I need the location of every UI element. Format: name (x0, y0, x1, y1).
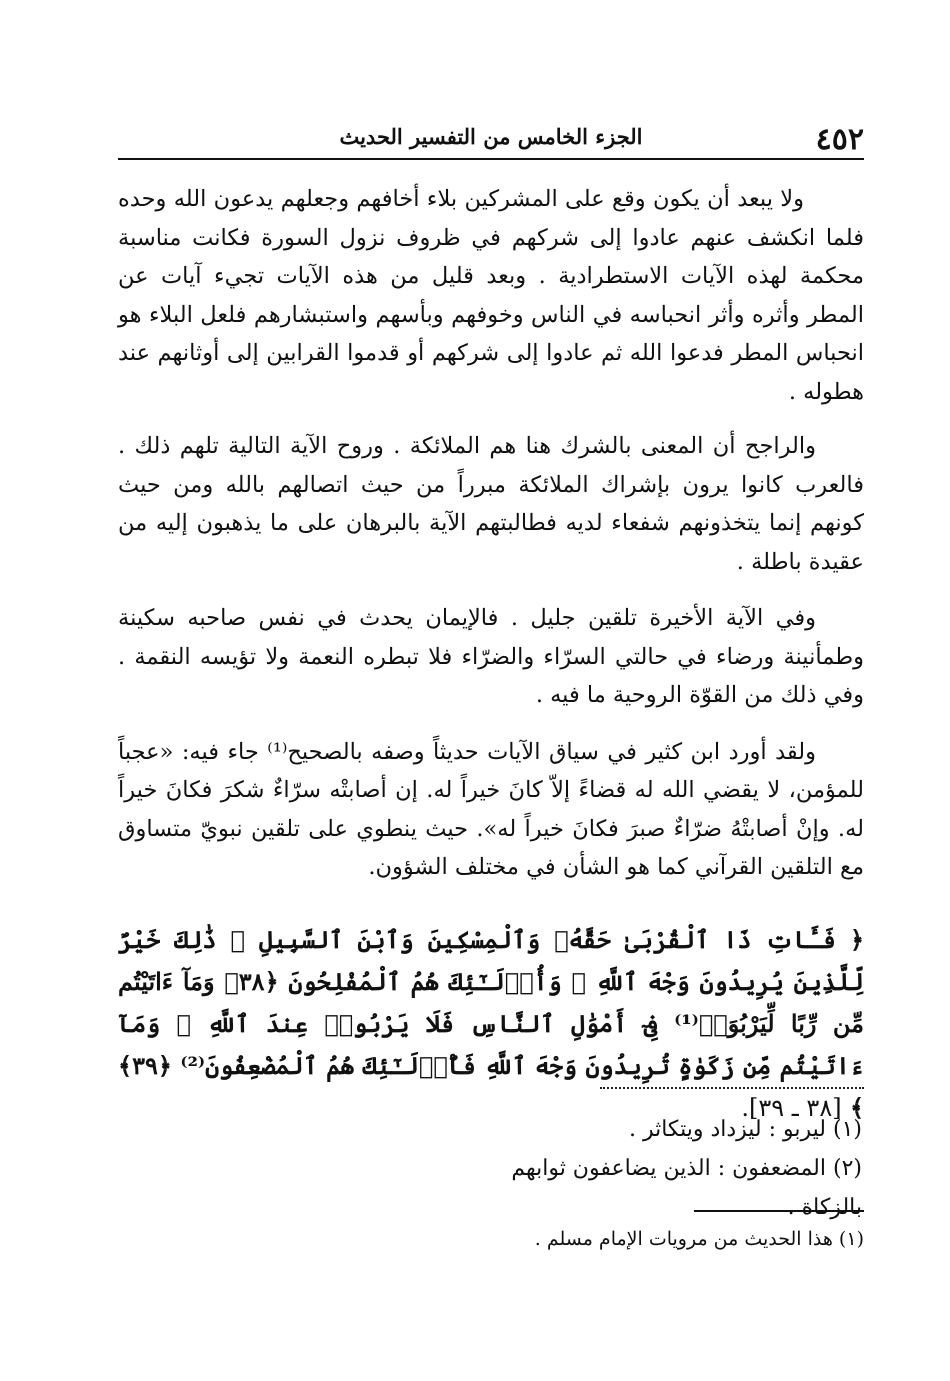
verse-reference: [٣٨ ـ ٣٩]. (741, 1093, 842, 1122)
header-rule (118, 158, 864, 160)
paragraph: والراجح أن المعنى بالشرك هنا هم الملائكة . وروح الآية التالية تلهم ذلك . فالعرب كانوا يرون بإشراك الملائكة مبرراً من حيث اتصالهم بالله ومن حيث كونهم إنما يتخذونهم شفعاء لديه فطالبتهم الآية بالبرهان على ما يذهبون إليه من عقيدة باطلة . (118, 433, 864, 575)
footnote: (١) هذا الحديث من مرويات الإمام مسلم . (534, 1228, 864, 1250)
verse-text: ﴿ فَـَٔاتِ ذَا ٱلْقُرْبَىٰ حَقَّهُۥ وَٱلْمِسْكِينَ وَٱبْنَ ٱلسَّبِيلِ ۚ ذَٰلِكَ خَيْرٌ لِّلَّذِينَ يُرِيدُونَ وَجْهَ ٱللَّهِ ۖ وَأُو۟لَـٰٓئِكَ هُمُ ٱلْمُفْلِحُونَ ﴿٣٨﴾ وَمَآ ءَاتَيْتُم مِّن رِّبًا لِّيَرْبُوَا۟⁽¹⁾ فِىٓ أَمْوَٰلِ ٱلنَّاسِ فَلَا يَرْبُوا۟ عِندَ ٱللَّهِ ۖ وَمَآ ءَاتَيْتُم مِّن زَكَوٰةٍ تُرِيدُونَ وَجْهَ ٱللَّهِ فَأُو۟لَـٰٓئِكَ هُمُ ٱلْمُضْعِفُونَ⁽²⁾ ﴿٣٩﴾ ﴾ (118, 924, 865, 1122)
paragraph: وفي الآية الأخيرة تلقين جليل . فالإيمان يحدث في نفس صاحبه سكينة وطمأنينة ورضاء في حالتي السرّاء والضرّاء فلا تبطره النعمة ولا تؤيسه النقمة . وفي ذلك من القوّة الروحية ما فيه . (118, 605, 864, 708)
dotted-separator (600, 1087, 864, 1089)
footnote-rule (694, 1210, 864, 1212)
paragraph: ولا يبعد أن يكون وقع على المشركين بلاء أخافهم وجعلهم يدعون الله وحده فلما انكشف عنهم عادوا إلى شركهم في ظروف نزول السورة فكانت مناسبة محكمة لهذه الآيات الاستطرادية . وبعد قليل من هذه الآيات تجيء آيات عن المطر وأثره وأثر انحباسه في الناس وخوفهم وبأسهم واستبشارهم فلعل البلاء هو انحباس المطر فدعوا الله ثم عادوا إلى شركهم أو قدموا القرابين إلى أوثانهم عند هطوله . (118, 186, 864, 405)
footnotes (264, 1224, 864, 1254)
running-title: الجزء الخامس من التفسير الحديث (339, 124, 643, 149)
verse-note: (٢) المضعفون : الذين يضاعفون ثوابهم بالزكاة . (511, 1156, 862, 1220)
verse-note: (١) ليربو : ليزداد ويتكاثر . (628, 1117, 862, 1142)
main-text (118, 180, 864, 1129)
page-number: ٤٥٢ (815, 122, 864, 157)
paragraph: ولقد أورد ابن كثير في سياق الآيات حديثاً وصفه بالصحيح⁽¹⁾ جاء فيه: «عجباً للمؤمن، لا يقضي الله له قضاءً إلاّ كانَ خيراً له. إن أصابتْه سرّاءٌ شكرَ فكانَ خيراً له. وإنْ أصابتْهُ ضرّاءٌ صبرَ فكانَ خيراً له». حيث ينطوي على تلقين نبويّ متساوق مع التلقين القرآني كما هو الشأن في مختلف الشؤون. (118, 738, 864, 880)
quran-verse (118, 919, 864, 1129)
page-header (118, 118, 864, 162)
